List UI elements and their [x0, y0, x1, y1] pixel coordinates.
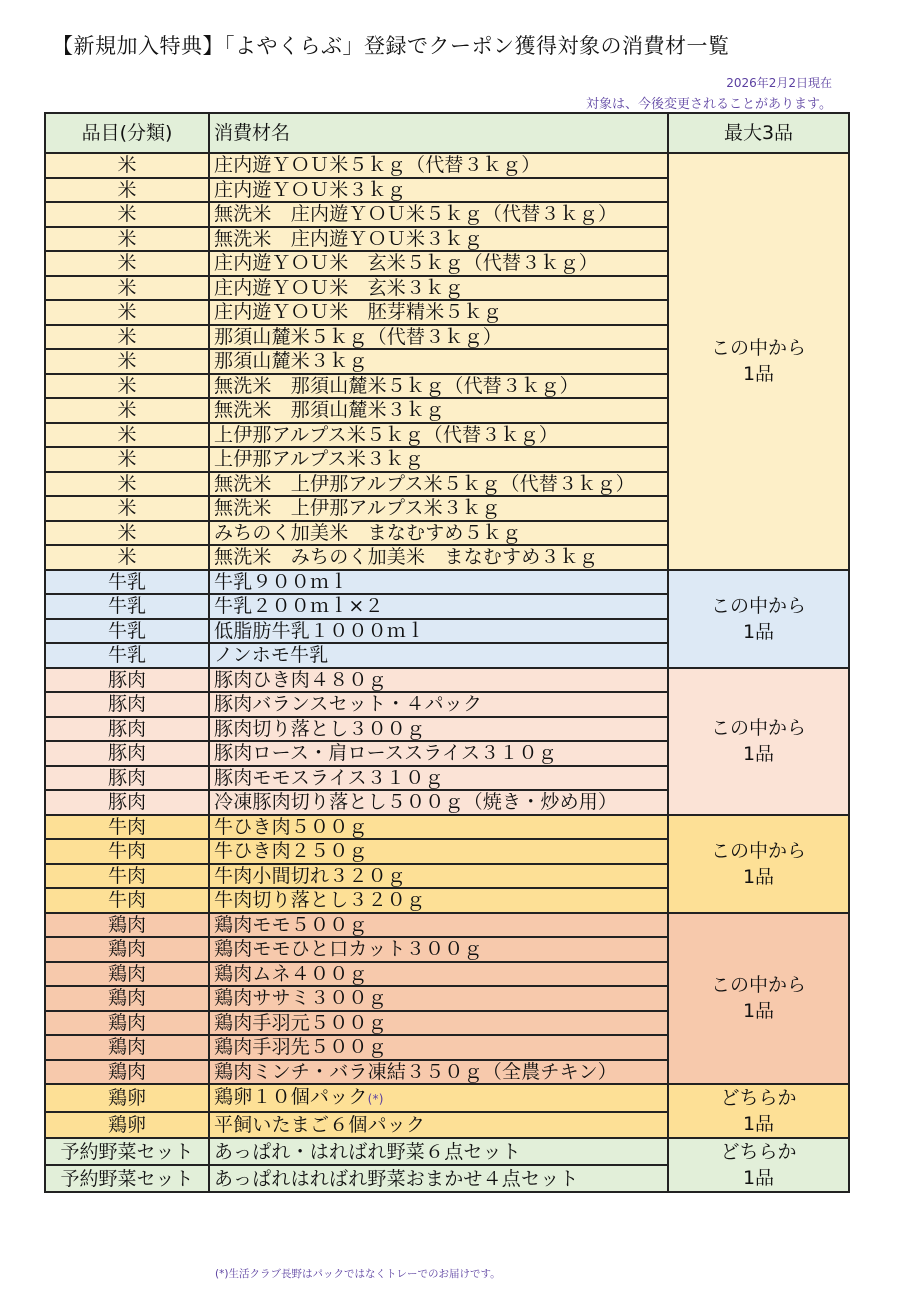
category-cell: 牛乳	[45, 619, 209, 644]
category-cell: 鶏肉	[45, 986, 209, 1011]
item-name: ノンホモ牛乳	[214, 644, 329, 667]
item-name-cell	[209, 986, 668, 1011]
item-name-cell	[209, 766, 668, 791]
table-header-row	[45, 113, 849, 153]
item-name-cell	[209, 300, 668, 325]
max-selection-line: この中から	[710, 337, 806, 360]
item-name-cell	[209, 619, 668, 644]
item-name-cell	[209, 325, 668, 350]
item-name: 鶏卵１０個パック	[214, 1085, 368, 1108]
category-cell: 牛乳	[45, 594, 209, 619]
max-selection-cell	[668, 913, 849, 1085]
item-name-cell	[209, 1035, 668, 1060]
item-name: 鶏肉ムネ４００ｇ	[214, 962, 368, 985]
item-name: 豚肉バランスセット・４パック	[214, 693, 483, 716]
category-cell: 米	[45, 545, 209, 570]
item-name-cell	[209, 1165, 668, 1192]
category-cell: 鶏卵	[45, 1084, 209, 1112]
item-name-cell	[209, 962, 668, 987]
item-name: 牛肉切り落とし３２０ｇ	[214, 889, 426, 912]
category-cell: 鶏肉	[45, 1060, 209, 1085]
item-name-cell	[209, 692, 668, 717]
category-cell: 牛肉	[45, 839, 209, 864]
category-cell: 米	[45, 153, 209, 178]
item-name: 豚肉切り落とし３００ｇ	[214, 717, 426, 740]
max-selection-cell	[668, 570, 849, 668]
header-max: 最大3品	[668, 113, 849, 153]
category-cell: 豚肉	[45, 668, 209, 693]
item-name-cell	[209, 276, 668, 301]
item-name: 無洗米 上伊那アルプス米３ｋｇ	[214, 497, 501, 520]
item-name: 低脂肪牛乳１０００ｍｌ	[214, 619, 426, 642]
item-name-cell	[209, 202, 668, 227]
item-name: 無洗米 みちのく加美米 まなむすめ３ｋｇ	[214, 546, 599, 569]
category-cell: 豚肉	[45, 766, 209, 791]
max-selection-line: この中から	[710, 594, 806, 617]
category-cell: 米	[45, 178, 209, 203]
item-name-cell	[209, 423, 668, 448]
item-name-cell	[209, 643, 668, 668]
item-name-cell	[209, 227, 668, 252]
item-name: 牛乳２００ｍｌ×２	[214, 595, 384, 618]
category-cell: 米	[45, 496, 209, 521]
category-cell: 牛乳	[45, 643, 209, 668]
max-selection-line: どちらか	[720, 1087, 797, 1109]
item-name: 牛乳９００ｍｌ	[214, 570, 349, 593]
table-row	[45, 815, 849, 840]
category-cell: 豚肉	[45, 692, 209, 717]
item-name-cell	[209, 251, 668, 276]
item-name: 無洗米 那須山麓米３ｋｇ	[214, 399, 445, 422]
item-name: 豚肉モモスライス３１０ｇ	[214, 766, 444, 789]
max-selection-count: 1品	[742, 1000, 775, 1023]
change-notice: 対象は、今後変更されることがあります。	[586, 97, 832, 112]
item-name: 上伊那アルプス米５ｋｇ（代替３ｋｇ）	[214, 423, 559, 446]
item-name: 無洗米 庄内遊ＹＯＵ米３ｋｇ	[214, 227, 483, 250]
category-cell: 米	[45, 202, 209, 227]
item-name: 鶏肉モモひと口カット３００ｇ	[214, 938, 483, 961]
as-of-date: 2026年2月2日現在	[726, 76, 832, 90]
item-name: 那須山麓米５ｋｇ（代替３ｋｇ）	[214, 325, 503, 348]
category-cell: 鶏卵	[45, 1112, 209, 1138]
item-name-cell	[209, 1084, 668, 1112]
table-row	[45, 913, 849, 938]
category-cell: 牛乳	[45, 570, 209, 595]
category-cell: 牛肉	[45, 864, 209, 889]
max-selection-count: 1品	[742, 1167, 775, 1189]
item-name: 鶏肉手羽先５００ｇ	[214, 1036, 387, 1059]
category-cell: 豚肉	[45, 741, 209, 766]
item-name-cell	[209, 741, 668, 766]
table-row	[45, 668, 849, 693]
item-name-cell	[209, 472, 668, 497]
item-name: 無洗米 那須山麓米５ｋｇ（代替３ｋｇ）	[214, 374, 579, 397]
item-name: あっぱれはればれ野菜おまかせ４点セット	[214, 1167, 579, 1190]
category-cell: 鶏肉	[45, 1011, 209, 1036]
item-name-cell	[209, 1060, 668, 1085]
category-cell: 米	[45, 300, 209, 325]
max-selection-cell	[668, 153, 849, 570]
item-name-cell	[209, 790, 668, 815]
category-cell: 米	[45, 423, 209, 448]
max-selection-count: 1品	[742, 743, 775, 765]
max-selection-cell	[668, 1084, 849, 1138]
item-name-cell	[209, 594, 668, 619]
category-cell: 鶏肉	[45, 962, 209, 987]
table-body	[45, 153, 849, 1192]
max-selection-line: どちらか	[720, 1141, 797, 1163]
category-cell: 米	[45, 521, 209, 546]
category-cell: 豚肉	[45, 717, 209, 742]
max-selection-line: この中から	[710, 974, 806, 997]
item-name: みちのく加美米 まなむすめ５ｋｇ	[214, 521, 522, 544]
item-name-cell	[209, 521, 668, 546]
item-name: 鶏肉手羽元５００ｇ	[214, 1011, 387, 1034]
item-name: 鶏肉ササミ３００ｇ	[214, 987, 387, 1010]
item-name: 庄内遊ＹＯＵ米 玄米５ｋｇ（代替３ｋｇ）	[214, 252, 599, 275]
item-name: 那須山麓米３ｋｇ	[214, 350, 368, 373]
category-cell: 米	[45, 325, 209, 350]
footnote-marker: (*)	[367, 1091, 384, 1106]
item-name-cell	[209, 374, 668, 399]
category-cell: 米	[45, 227, 209, 252]
coupon-items-table	[44, 112, 850, 1193]
item-name-cell	[209, 937, 668, 962]
item-name-cell	[209, 1112, 668, 1138]
item-name-cell	[209, 839, 668, 864]
category-cell: 鶏肉	[45, 1035, 209, 1060]
item-name: 牛ひき肉２５０ｇ	[214, 840, 368, 863]
category-cell: 鶏肉	[45, 913, 209, 938]
item-name-cell	[209, 570, 668, 595]
category-cell: 予約野菜セット	[45, 1165, 209, 1192]
item-name: 無洗米 庄内遊ＹＯＵ米５ｋｇ（代替３ｋｇ）	[214, 203, 618, 226]
item-name: 無洗米 上伊那アルプス米５ｋｇ（代替３ｋｇ）	[214, 472, 635, 495]
item-name-cell	[209, 349, 668, 374]
item-name: 上伊那アルプス米３ｋｇ	[214, 448, 424, 471]
category-cell: 牛肉	[45, 888, 209, 913]
max-selection-line: この中から	[710, 717, 806, 739]
item-name-cell	[209, 864, 668, 889]
item-name: 平飼いたまご６個パック	[214, 1113, 426, 1136]
header-category: 品目(分類)	[45, 113, 209, 153]
item-name-cell	[209, 153, 668, 178]
category-cell: 米	[45, 398, 209, 423]
category-cell: 米	[45, 349, 209, 374]
max-selection-count: 1品	[742, 1113, 775, 1135]
item-name: 豚肉ひき肉４８０ｇ	[214, 668, 387, 691]
item-name-cell	[209, 545, 668, 570]
item-name-cell	[209, 496, 668, 521]
footnote: (*)生活クラブ長野はパックではなくトレーでのお届けです。	[215, 1268, 501, 1280]
max-selection-count: 1品	[742, 620, 775, 643]
table-row	[45, 570, 849, 595]
max-selection-cell	[668, 815, 849, 913]
item-name: 庄内遊ＹＯＵ米 玄米３ｋｇ	[214, 276, 464, 299]
item-name: 牛ひき肉５００ｇ	[214, 815, 368, 838]
category-cell: 米	[45, 251, 209, 276]
item-name-cell	[209, 815, 668, 840]
table-row	[45, 1084, 849, 1112]
category-cell: 豚肉	[45, 790, 209, 815]
max-selection-line: この中から	[710, 839, 806, 862]
item-name-cell	[209, 888, 668, 913]
item-name-cell	[209, 668, 668, 693]
item-name-cell	[209, 1138, 668, 1165]
item-name-cell	[209, 398, 668, 423]
item-name: 鶏肉モモ５００ｇ	[214, 913, 368, 936]
item-name-cell	[209, 447, 668, 472]
table-row	[45, 1138, 849, 1165]
item-name: 庄内遊ＹＯＵ米５ｋｇ（代替３ｋｇ）	[214, 154, 541, 177]
table-row	[45, 153, 849, 178]
item-name: 庄内遊ＹＯＵ米３ｋｇ	[214, 178, 407, 201]
item-name-cell	[209, 717, 668, 742]
item-name-cell	[209, 913, 668, 938]
category-cell: 鶏肉	[45, 937, 209, 962]
max-selection-count: 1品	[742, 865, 775, 888]
category-cell: 予約野菜セット	[45, 1138, 209, 1165]
category-cell: 米	[45, 374, 209, 399]
item-name: 豚肉ロース・肩ローススライス３１０ｇ	[214, 742, 557, 765]
item-name-cell	[209, 1011, 668, 1036]
category-cell: 米	[45, 447, 209, 472]
item-name: あっぱれ・はればれ野菜６点セット	[214, 1140, 522, 1163]
item-name: 牛肉小間切れ３２０ｇ	[214, 864, 407, 887]
item-name: 鶏肉ミンチ・バラ凍結３５０ｇ（全農チキン）	[214, 1060, 618, 1083]
category-cell: 牛肉	[45, 815, 209, 840]
item-name: 冷凍豚肉切り落とし５００ｇ（焼き・炒め用）	[214, 791, 618, 814]
page-title: 【新規加入特典】「よやくらぶ」登録でクーポン獲得対象の消費材一覧	[52, 34, 730, 58]
item-name: 庄内遊ＹＯＵ米 胚芽精米５ｋｇ	[214, 301, 503, 324]
header-item-name: 消費材名	[209, 113, 668, 153]
item-name-cell	[209, 178, 668, 203]
category-cell: 米	[45, 276, 209, 301]
max-selection-cell	[668, 1138, 849, 1192]
max-selection-count: 1品	[742, 363, 775, 386]
category-cell: 米	[45, 472, 209, 497]
max-selection-cell	[668, 668, 849, 815]
